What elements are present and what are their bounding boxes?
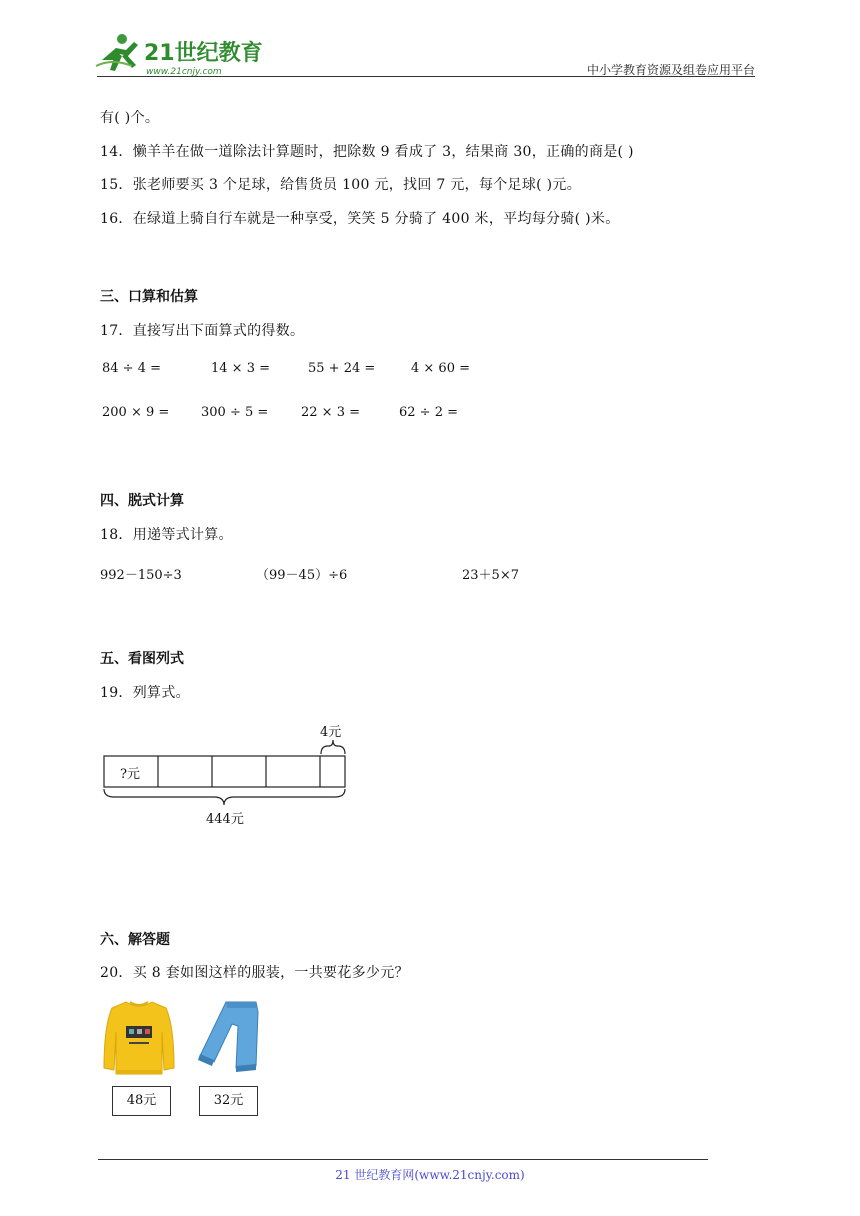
svg-text:21世纪教育: 21世纪教育	[144, 41, 263, 66]
total-label: 444元	[206, 812, 244, 827]
question-18: 18．用递等式计算。	[100, 527, 233, 543]
calc-item: 62 ÷ 2 =	[399, 405, 458, 420]
calc-item: 55 + 24 =	[308, 361, 376, 376]
svg-text:www.21cnjy.com: www.21cnjy.com	[146, 67, 222, 77]
site-logo	[92, 30, 267, 80]
calc-item: 22 × 3 =	[301, 405, 360, 420]
calc-item: 300 ÷ 5 =	[201, 405, 269, 420]
runner-logo-icon	[92, 30, 267, 80]
question-19: 19．列算式。	[100, 685, 190, 701]
sweater-image	[102, 996, 176, 1078]
pants-price-box: 32元	[199, 1086, 258, 1116]
header-platform-text: 中小学教育资源及组卷应用平台	[586, 63, 755, 77]
question-15: 15．张老师要买 3 个足球，给售货员 100 元，找回 7 元，每个足球( )元。	[100, 177, 582, 193]
q13-tail: 有( )个。	[100, 110, 160, 126]
expression: 992－150÷3	[100, 568, 182, 583]
segment-diagram	[100, 718, 360, 828]
question-14: 14．懒羊羊在做一道除法计算题时，把除数 9 看成了 3，结果商 30，正确的商是( )	[100, 144, 634, 160]
calc-item: 84 ÷ 4 =	[102, 361, 161, 376]
section-4-title: 四、脱式计算	[100, 493, 184, 509]
unknown-cell-label: ?元	[120, 767, 140, 782]
footer-divider	[98, 1159, 708, 1160]
sweater-price-box: 48元	[112, 1086, 171, 1116]
section-5-title: 五、看图列式	[100, 651, 184, 667]
question-20: 20．买 8 套如图这样的服装，一共要花多少元？	[100, 965, 409, 981]
section-3-title: 三、口算和估算	[100, 289, 198, 305]
question-17: 17．直接写出下面算式的得数。	[100, 323, 305, 339]
section-6-title: 六、解答题	[100, 932, 170, 948]
top-brace-label: 4元	[320, 725, 342, 740]
calc-item: 4 × 60 =	[411, 361, 470, 376]
pants-icon	[196, 996, 266, 1080]
calc-item: 14 × 3 =	[211, 361, 270, 376]
pants-image	[196, 996, 266, 1080]
calc-item: 200 × 9 =	[102, 405, 170, 420]
expression: 23＋5×7	[462, 568, 519, 583]
question-16: 16．在绿道上骑自行车就是一种享受，笑笑 5 分骑了 400 米，平均每分骑( )米。	[100, 211, 620, 227]
footer-text: 21 世纪教育网(www.21cnjy.com)	[335, 1168, 525, 1182]
sweater-icon	[102, 996, 176, 1078]
header-divider	[97, 76, 755, 77]
expression: （99－45）÷6	[256, 568, 348, 583]
